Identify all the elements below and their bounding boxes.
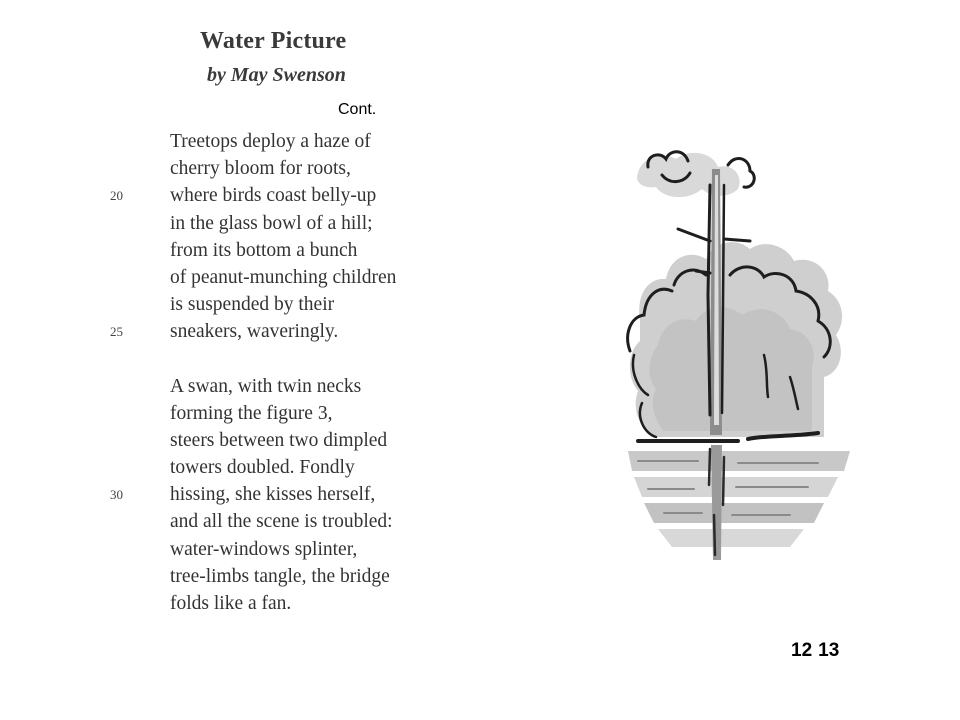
page-number-left: 12 <box>791 640 813 661</box>
line-text: from its bottom a bunch <box>170 239 358 261</box>
poem-line <box>170 454 396 481</box>
line-text: steers between two dimpled <box>170 429 388 451</box>
line-text: of peanut-munching children <box>170 266 397 288</box>
line-text: is suspended by their <box>170 294 335 316</box>
poem-line <box>170 291 396 318</box>
line-text: in the glass bowl of a hill; <box>170 212 373 234</box>
poem-line <box>110 481 396 508</box>
poem-author: by May Swenson <box>207 64 346 86</box>
poem-line <box>170 563 396 590</box>
line-number: 30 <box>110 487 123 503</box>
line-text: cherry bloom for roots, <box>170 158 351 180</box>
line-text: where birds coast belly-up <box>170 185 377 207</box>
poem-title: Water Picture <box>200 28 347 54</box>
line-text: towers doubled. Fondly <box>170 457 355 479</box>
line-number: 25 <box>110 324 123 340</box>
poem-line <box>170 210 396 237</box>
page-number-right: 13 <box>818 640 840 661</box>
poem-line <box>170 590 396 617</box>
poem-line <box>170 400 396 427</box>
poem-line <box>170 155 396 182</box>
line-text: folds like a fan. <box>170 593 292 614</box>
line-text: sneakers, waveringly. <box>170 321 339 343</box>
line-text: water-windows splinter, <box>170 538 358 560</box>
line-text: tree-limbs tangle, the bridge <box>170 565 390 587</box>
line-text: and all the scene is troubled: <box>170 511 393 533</box>
poem-line <box>110 182 396 209</box>
continued-label: Cont. <box>338 101 377 118</box>
poem-body <box>110 128 397 617</box>
line-text: A swan, with twin necks <box>170 375 362 397</box>
poem-line <box>170 427 396 454</box>
poem-line <box>170 237 396 264</box>
poem-line <box>170 128 396 155</box>
poem-line <box>170 536 396 563</box>
poem-line <box>170 508 396 535</box>
page-numbers <box>791 640 845 662</box>
poem-line <box>110 318 396 345</box>
line-text: forming the figure 3, <box>170 402 333 424</box>
poem-line <box>170 373 396 400</box>
line-text: hissing, she kisses herself, <box>170 484 376 506</box>
poem-line <box>170 264 396 291</box>
line-text: Treetops deploy a haze of <box>170 131 371 152</box>
line-number: 20 <box>110 188 123 204</box>
tree-reflection-illustration <box>618 145 858 570</box>
